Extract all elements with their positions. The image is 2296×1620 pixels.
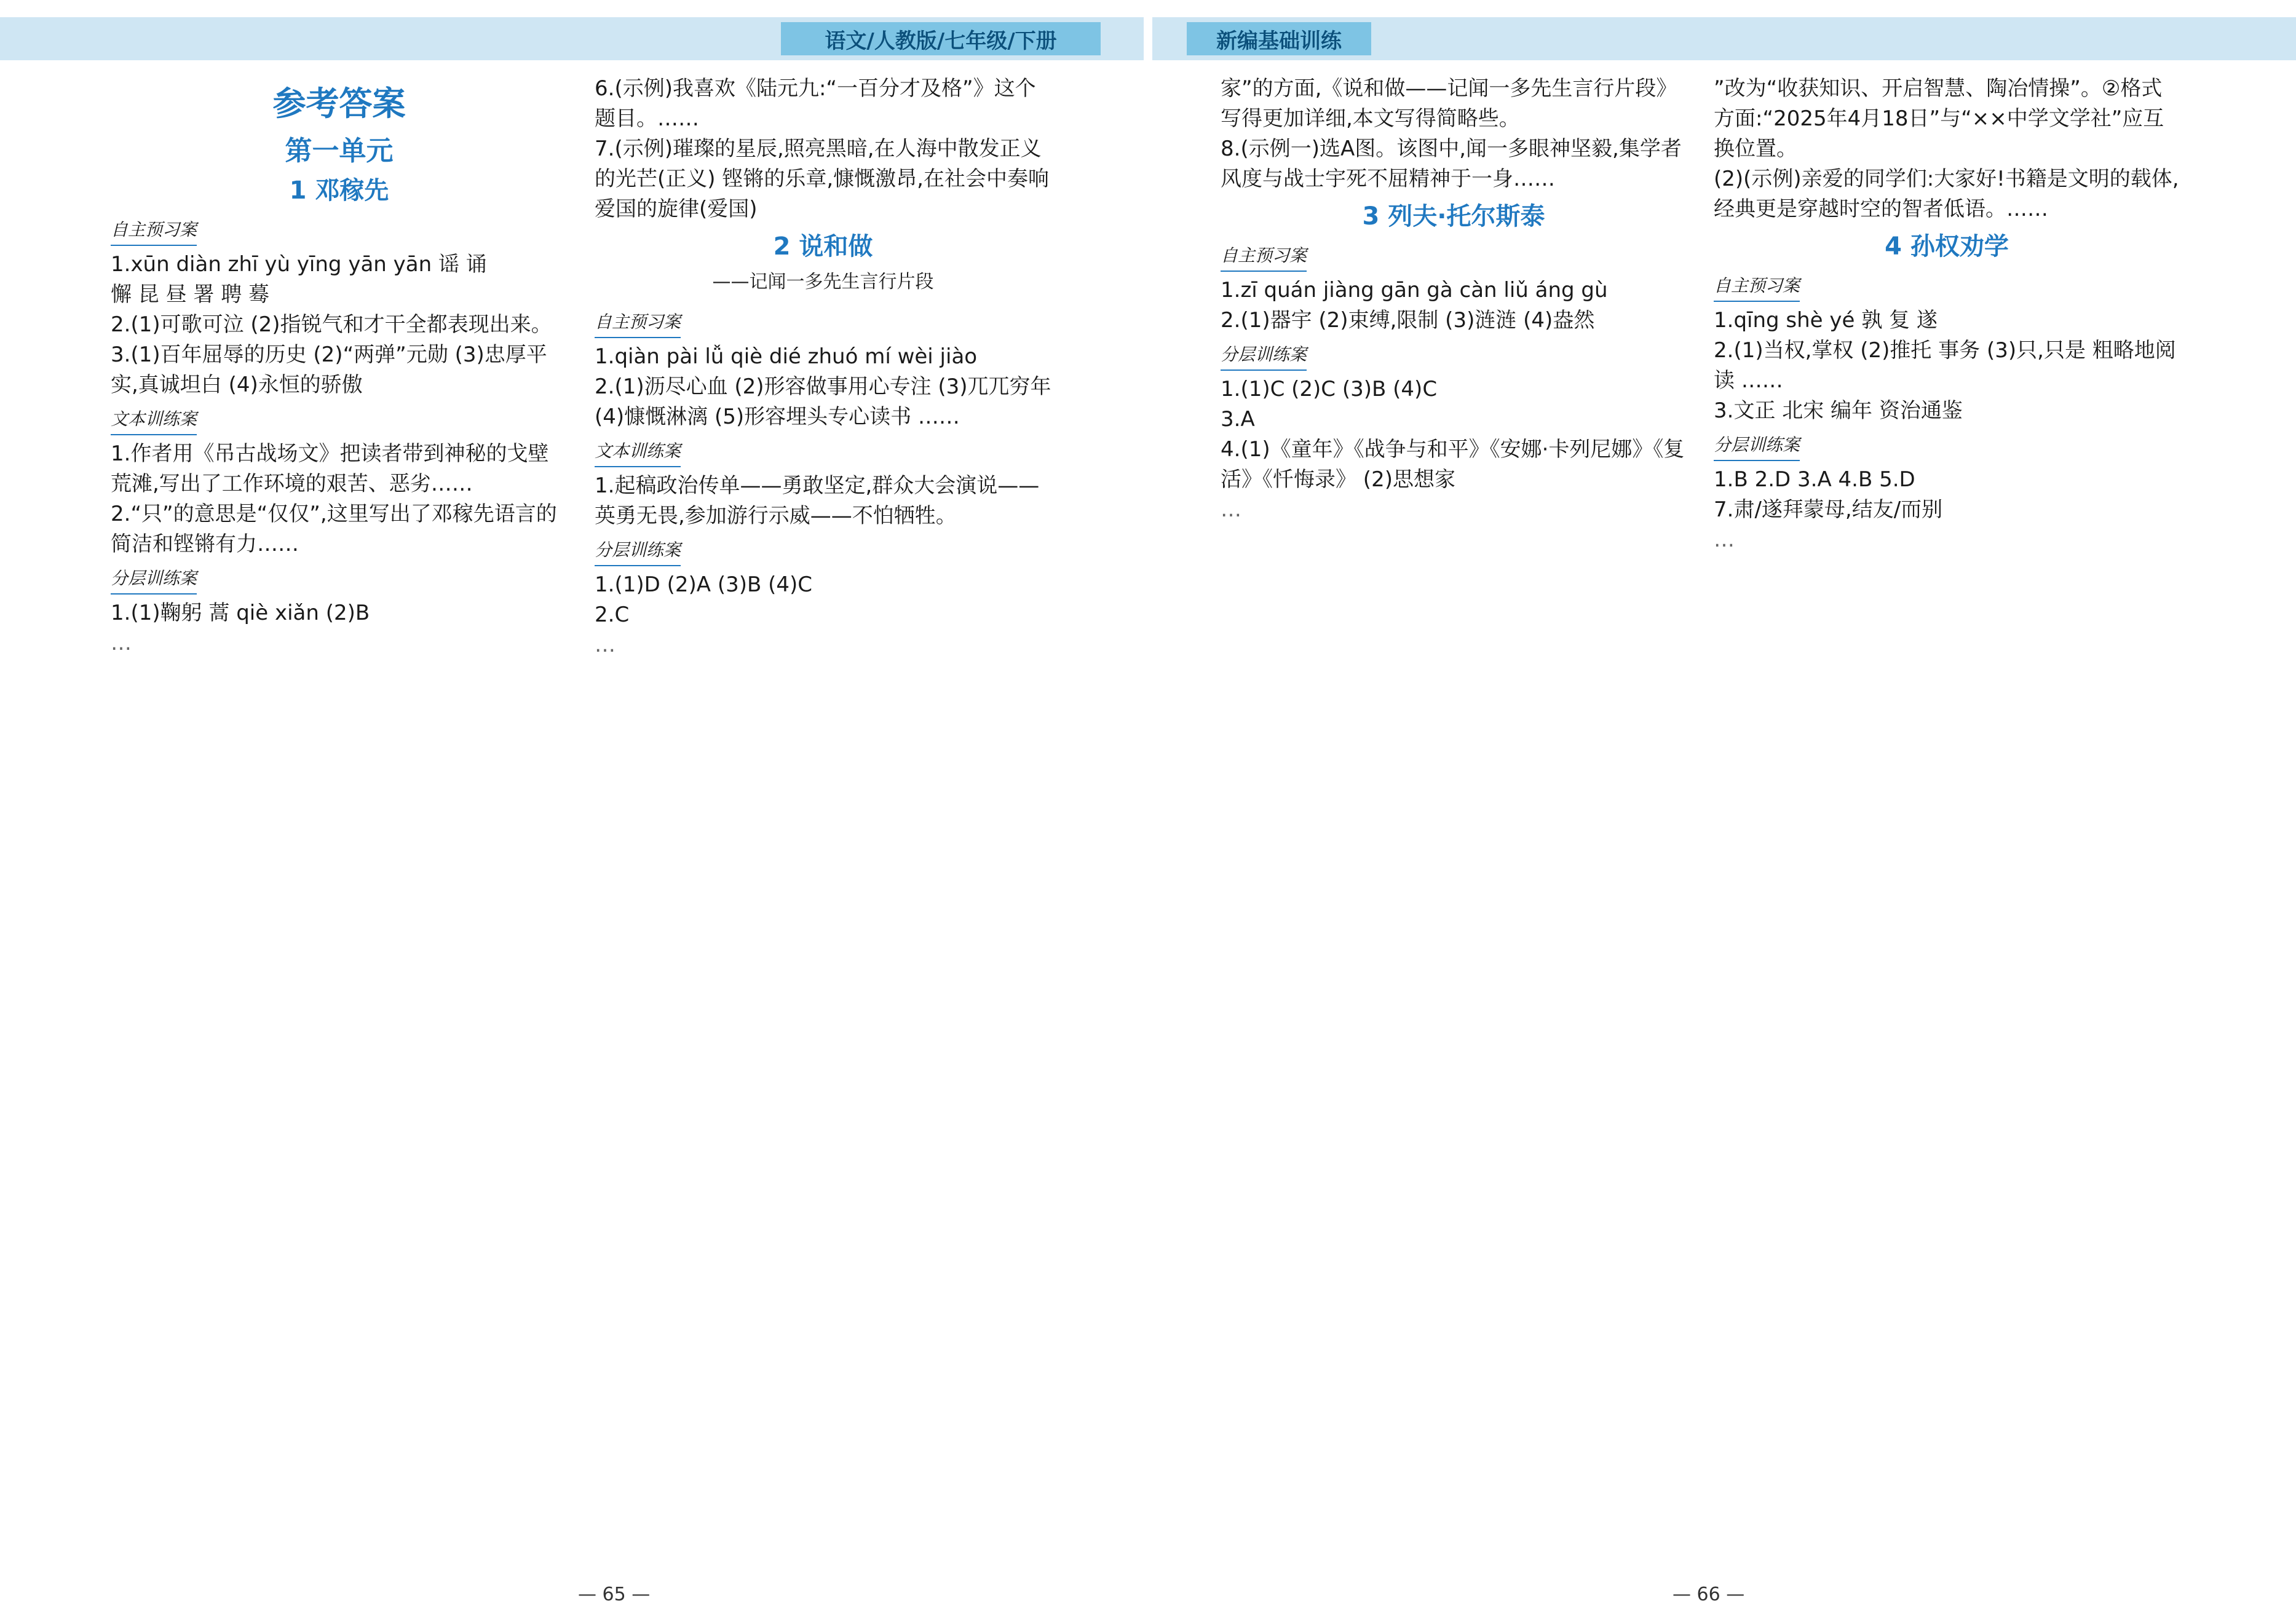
answer-item: 家”的方面,《说和做——记闻一多先生言行片段》写得更加详细,本文写得简略些。 [1221,76,1677,131]
lesson-subtitle-2: ——记闻一多先生言行片段 [712,271,934,293]
answer-item: 1.(1)D (2)A (3)B (4)C [595,572,813,597]
answer-item: 1.起稿政治传单——勇敢坚定,群众大会演说——英勇无畏,参加游行示威——不怕牺牲。 [595,473,1040,528]
header-series-text-right: 新编基础训练 [1216,28,1342,53]
answer-item-continued: … [111,631,132,655]
tag-layer-train-3: 分层训练案 [1221,339,1307,371]
tag-preview-1: 自主预习案 [111,215,197,246]
lesson-title-4: 4 孙权劝学 [1885,232,2009,261]
main-title: 参考答案 [272,84,406,123]
answer-item: 3.A [1221,407,1255,432]
answer-item: 2.(1)器宇 (2)束缚,限制 (3)涟涟 (4)盎然 [1221,308,1595,333]
answer-item: 1.xūn diàn zhī yù yīng yān yān 谣 诵 [111,252,487,277]
header-series-right [1187,22,1371,55]
answer-item: 3.文正 北宋 编年 资治通鉴 [1714,398,1963,423]
page-number-65: — 65 — [578,1584,651,1605]
answer-item: 1.B 2.D 3.A 4.B 5.D [1714,467,1915,492]
answer-item: 2.(1)当权,掌权 (2)推托 事务 (3)只,只是 粗略地阅读 …… [1714,338,2176,393]
answer-item: 7.(示例)璀璨的星辰,照亮黑暗,在人海中散发正义的光芒(正义) 铿锵的乐章,慷慨激昂,在社会中奏响爱国的旋律(爱国) [595,136,1049,221]
header-series-text-left: 语文/人教版/七年级/下册 [825,28,1057,53]
answer-item: 1.作者用《吊古战场文》把读者带到神秘的戈壁荒滩,写出了工作环境的艰苦、恶劣…… [111,441,549,496]
answer-item: 8.(示例一)选A图。该图中,闻一多眼神坚毅,集学者风度与战士宇死不屈精神于一身…… [1221,136,1682,191]
tag-preview-3: 自主预习案 [1221,240,1307,272]
lesson-title-3: 3 列夫·托尔斯泰 [1362,202,1545,231]
lesson-title-1: 1 邓稼先 [289,176,389,205]
tag-preview-4: 自主预习案 [1714,271,1800,302]
tag-layer-train-4: 分层训练案 [1714,430,1800,461]
column-2 [595,74,1051,1577]
unit-title: 第一单元 [285,135,394,167]
column-3 [1221,74,1687,1577]
answer-item: 2.(1)可歌可泣 (2)指锐气和才干全都表现出来。 [111,312,552,337]
answer-item: 4.(1)《童年》《战争与和平》《安娜·卡列尼娜》《复活》《忏悔录》 (2)思想家 [1221,437,1685,492]
answer-item: 懈 昆 昼 署 聘 蓦 [111,282,270,307]
tag-text-train-2: 文本训练案 [595,436,681,467]
answer-item: 6.(示例)我喜欢《陆元九:“一百分才及格”》这个题目。…… [595,76,1036,131]
answer-item: 2.“只”的意思是“仅仅”,这里写出了邓稼先语言的简洁和铿锵有力…… [111,502,557,556]
answer-item: 1.qīng shè yé 孰 复 遂 [1714,308,1938,333]
answer-item: 7.肃/遂拜蒙母,结友/而别 [1714,497,1943,522]
column-1 [111,74,568,1577]
page-number-66: — 66 — [1673,1584,1745,1605]
tag-text-train-1: 文本训练案 [111,404,197,435]
answer-item: 1.qiàn pài lǚ qiè dié zhuó mí wèi jiào [595,344,978,369]
column-4 [1714,74,2180,1577]
answer-item-continued: … [1714,527,1735,552]
answer-item: 1.(1)C (2)C (3)B (4)C [1221,377,1438,401]
answer-item: 2.(1)沥尽心血 (2)形容做事用心专注 (3)兀兀穷年 (4)慷慨淋漓 (5)形容埋头专心读书 …… [595,374,1051,429]
answer-item: 3.(1)百年屈辱的历史 (2)“两弹”元勋 (3)忠厚平实,真诚坦白 (4)永恒的骄傲 [111,342,547,397]
answer-item-continued: … [1221,497,1241,522]
tag-layer-train-2: 分层训练案 [595,535,681,566]
answer-item: 1.zī quán jiàng gān gà càn liǔ áng gù [1221,278,1608,302]
tag-preview-2: 自主预习案 [595,307,681,338]
page-66 [1221,74,2180,1577]
page-65 [111,74,1051,1577]
answer-item: 2.C [595,603,630,627]
answer-item-continued: … [595,633,616,657]
lesson-title-2: 2 说和做 [773,232,873,261]
tag-layer-train-1: 分层训练案 [111,563,197,595]
answer-item: ”改为“收获知识、开启智慧、陶冶情操”。②格式方面:“2025年4月18日”与“××中学文学社”应互换位置。 [1714,76,2164,161]
answer-item: 1.(1)鞠躬 蒿 qiè xiǎn (2)B [111,601,370,625]
header-series-left [781,22,1101,55]
answer-item: (2)(示例)亲爱的同学们:大家好!书籍是文明的载体,经典更是穿越时空的智者低语。…… [1714,167,2179,221]
